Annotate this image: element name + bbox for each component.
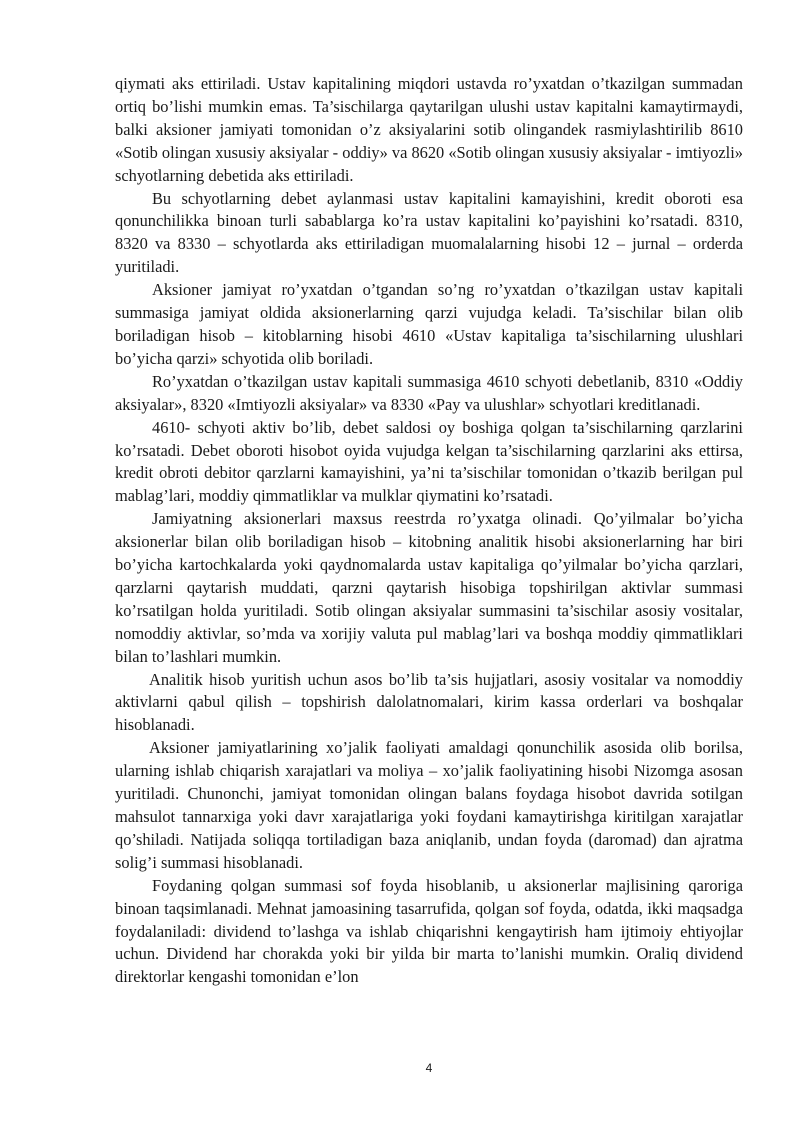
paragraph-2: Bu schyotlarning debet aylanmasi ustav kapitalini kamayishini, kredit oboroti esa qonunchilikka binoan turli sabablarga ko’ra ustav kapitalini ko’payishini ko’rsatadi. 8310, 8320 va 8330 – schyotlarda aks ettiriladigan muomalalarning hisobi 12 – jurnal – orderda yuritiladi. xyxy=(115,188,743,277)
paragraph-9: Foydaning qolgan summasi sof foyda hisoblanib, u aksionerlar majlisining qaroriga binoan taqsimlanadi. Mehnat jamoasining tasarrufida, qolgan sof foyda, odatda, ikki maqsadga foydalaniladi: dividend to’lashga va ishlab chiqarishni kengaytirish ham ijtimoiy ehtiyojlar uchun. Dividend har chorakda yoki bir yilda bir marta to’lanishi mumkin. Oraliq dividend direktorlar kengashi tomonidan e’lon xyxy=(115,875,743,987)
paragraph-3: Aksioner jamiyat ro’yxatdan o’tgandan so’ng ro’yxatdan o’tkazilgan ustav kapitali summasiga jamiyat oldida aksionerlarning qarzi vujudga keladi. Ta’sischilar bilan olib boriladigan hisob – kitoblarning hisobi 4610 «Ustav kapitaliga ta’sischilarning ulushlari bo’yicha qarzi» schyotida olib boriladi. xyxy=(115,280,743,368)
paragraph-4: Ro’yxatdan o’tkazilgan ustav kapitali summasiga 4610 schyoti debetlanib, 8310 «Oddiy aksiyalar», 8320 «Imtiyozli aksiyalar» va 8330 «Pay va ulushlar» schyotlari kreditlanadi. xyxy=(115,371,743,414)
paragraph-7: Analitik hisob yuritish uchun asos bo’lib ta’sis hujjatlari, asosiy vositalar va nomoddiy aktivlarni qabul qilish – topshirish dalolatnomalari, kirim kassa orderlari va boshqalar hisoblanadi. xyxy=(115,669,743,735)
paragraph-1: qiymati aks ettiriladi. Ustav kapitalining miqdori ustavda ro’yxatdan o’tkazilgan summadan ortiq bo’lishi mumkin emas. Ta’sischilarga qaytarilgan ulushi ustav kapitalni kamaytirmaydi, balki aksioner jamiyati tomonidan o’z aksiyalarini sotib olingandek rasmiylashtirilib 8610 «Sotib olingan xususiy aksiyalar - oddiy» va 8620 «Sotib olingan xususiy aksiyalar - imtiyozli» schyotlarning debetida aks ettiriladi. xyxy=(115,74,743,185)
paragraph-6: Jamiyatning aksionerlari maxsus reestrda ro’yxatga olinadi. Qo’yilmalar bo’yicha aksionerlar bilan olib boriladigan hisob – kitobning analitik hisobi aksionerlarning har biri bo’yicha kartochkalarda yoki qaydnomalarda ustav kapitaliga qo’yilmalar bo’yicha qarzlari, qarzlarni qaytarish muddati, qarzni qaytarish hisobiga topshirilgan aktivlar summasi ko’rsatilgan holda yuritiladi. Sotib olingan aksiyalar summasini ta’sischilar asosiy vositalar, nomoddiy aktivlar, so’mda va xorijiy valuta pul mablag’lari va boshqa moddiy qimmatliklari bilan to’lashlari mumkin. xyxy=(115,509,743,666)
page-number: 4 xyxy=(425,1061,433,1075)
paragraph-8: Aksioner jamiyatlarining xo’jalik faoliyati amaldagi qonunchilik asosida olib borilsa, ularning ishlab chiqarish xarajatlari va moliya – xo’jalik faoliyatining hisobi Nizomga asosan yuritiladi. Chunonchi, jamiyat tomonidan olingan balans foydaga hisobot davrida sotilgan mahsulot tannarxiga yoki davr xarajatlariga yoki foydani kamaytirishga kiritilgan xarajatlar qo’shiladi. Natijada soliqqa tortiladigan baza aniqlanib, undan foyda (daromad) dan ajratma solig’i summasi hisoblanadi. xyxy=(115,738,743,872)
document-body xyxy=(115,73,743,989)
paragraph-5: 4610- schyoti aktiv bo’lib, debet saldosi oy boshiga qolgan ta’sischilarning qarzlarini ko’rsatadi. Debet oboroti hisobot oyida vujudga kelgan ta’sischilarning qarzlarini aks ettirsa, kredit obroti debitor qarzlarni kamayishini, ya’ni ta’sischilar tomonidan o’tkazib berilgan pul mablag’lari, moddiy qimmatliklar va mulklar qiymatini ko’rsatadi. xyxy=(115,417,743,506)
